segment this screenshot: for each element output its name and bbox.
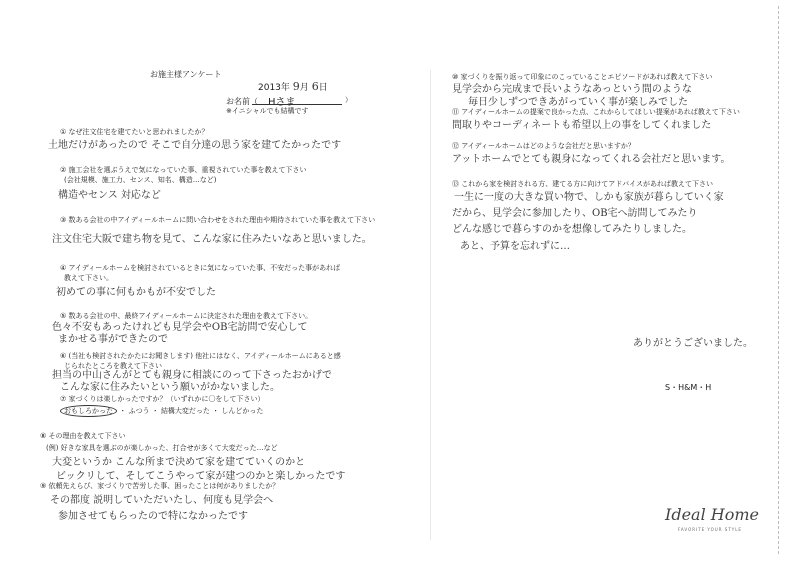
date-year: 2013	[258, 83, 281, 93]
ideal-home-logo: Ideal Home	[665, 505, 759, 524]
logo-tagline: FAVORITE YOUR STYLE	[678, 527, 742, 532]
answer-5-line-2: まかせる事ができたので	[58, 334, 168, 345]
question-1: ① なぜ注文住宅を建てたいと思われましたか？	[60, 128, 209, 136]
choice-sep-3: ・	[212, 407, 220, 415]
answer-8-line-1: 大変というか こんな所まで決めて家を建てていくのかと	[52, 457, 306, 468]
signature-initials: S・H&M・H	[665, 383, 712, 392]
question-6: ⑥ (当社も検討されたかたにお聞きします) 他社にはなく、アイディールホームにあると感	[60, 352, 341, 360]
question-4-sub: 教えて下さい。	[64, 274, 113, 282]
question-9: ⑨ 依頼先えらび、家づくりで苦労した事、困ったことは何がありましたか？	[40, 482, 280, 490]
answer-9-line-1: その都度 説明していただいたし、何度も見学会へ	[50, 495, 274, 506]
answer-3-line-1: 注文住宅大阪で建ち物を見て、こんな家に住みたいなあと思いました。	[52, 234, 372, 245]
date-year-label: 年	[280, 83, 290, 93]
question-4: ④ アイディールホームを検討されているときに気になっていた事、不安だった事があれば	[60, 264, 341, 272]
question-7: ⑦ 家づくりは楽しかったですか？（いずれかに〇をして下さい）	[60, 395, 265, 403]
answer-12-line-1: アットホームでとても親身になってくれる会社だと思います。	[452, 154, 731, 165]
answer-6-line-2: こんな家に住みたいという願いがかないました。	[60, 382, 280, 393]
name-underline	[252, 104, 342, 105]
answer-13-line-3: どんな感じで暮らすのかを想像してみたりしました。	[452, 224, 692, 235]
question-11: ⑪ アイディールホームの提案で良かった点、これからしてほしい提案があれば教えて下さい	[452, 108, 740, 116]
question-8-sub: (例) 好きな家具を選ぶのが楽しかった、打合せが多くて大変だった…など	[46, 444, 278, 452]
choice-normal[interactable]: ふつう	[128, 407, 150, 415]
name-label: お名前（	[226, 97, 258, 106]
answer-13-line-1: 一生に一度の大きな買い物で、しかも家族が暮らしていく家	[454, 192, 724, 203]
answer-8-line-2: ビックリして、そしてこうやって家が建つのかと楽しかったです	[56, 471, 346, 482]
answer-2-line-1: 構造やセンス 対応など	[58, 190, 161, 201]
question-13: ⑬ これから家を検討される方、建てる方に向けてアドバイスがあれば教えて下さい	[452, 180, 714, 188]
answer-13-line-4: あと、予算を忘れずに…	[460, 241, 570, 252]
answer-1-line-1: 土地だけがあったので そこで自分達の思う家を建てたかったです	[48, 140, 342, 151]
scan-edge	[778, 6, 779, 554]
question-8: ⑧ その理由を教えて下さい	[40, 432, 126, 440]
answer-5-line-1: 色々不安もあったけれども見学会やOB宅訪問で安心して	[52, 322, 308, 333]
question-10: ⑩ 家づくりを振り返って印象にのこっていることエピソードがあれば教えて下さい	[452, 73, 713, 81]
date-month: 9	[292, 80, 300, 93]
thanks-note: ありがとうございました。	[633, 338, 753, 349]
question-6-sub: じられたところを教えて下さい	[64, 362, 162, 370]
question-2: ② 施工会社を選ぶうえで気になっていた事、重視されていた事を教えて下さい	[60, 166, 307, 174]
question-5: ⑤ 数ある会社の中、最終アイディールホームに決定された理由を教えて下さい。	[60, 312, 313, 320]
answer-9-line-2: 参加させてもらったので特になかったです	[58, 511, 248, 522]
choice-hard[interactable]: 結構大変だった	[160, 407, 210, 415]
date-day-label: 日	[318, 83, 328, 93]
enjoyment-choices	[60, 405, 263, 417]
center-divider	[430, 70, 431, 540]
name-close: ）	[345, 96, 352, 104]
choice-sep-2: ・	[151, 407, 159, 415]
date-month-label: 月	[299, 83, 309, 93]
answer-11-line-1: 間取りやコーディネートも希望以上の事をしてくれました	[452, 120, 712, 131]
name-note: ※イニシャルでも結構です	[226, 107, 309, 115]
answer-10-line-1: 見学会から完成まで長いようなあっという間のような	[452, 84, 692, 95]
question-3: ③ 数ある会社の中アイディールホームに問い合わせをされた理由や期待されていた事を教えて下さい	[60, 216, 376, 224]
date-day: 6	[311, 80, 319, 93]
question-2-sub: (会社規模、施工力、センス、知名、構造…など)	[64, 176, 217, 184]
survey-date	[258, 80, 328, 93]
answer-4-line-1: 初めての事に何もかもが不安でした	[56, 287, 216, 298]
answer-6-line-1: 担当の中山さんがとても親身に相談にのって下さったおかげで	[52, 370, 332, 381]
choice-fun-circled[interactable]: おもしろかった	[60, 405, 117, 417]
choice-sep-1: ・	[119, 407, 127, 415]
answer-10-line-2: 毎日少しずつできあがっていく事が楽しみでした	[468, 97, 688, 108]
name-value: Hさま	[268, 97, 296, 108]
survey-title: お施主様アンケート	[150, 70, 222, 79]
question-12: ⑫ アイディールホームはどのような会社だと思いますか？	[452, 142, 635, 150]
choice-tough[interactable]: しんどかった	[221, 407, 264, 415]
answer-13-line-2: だから、見学会に参加したり、OB宅へ訪問してみたり	[452, 208, 698, 219]
